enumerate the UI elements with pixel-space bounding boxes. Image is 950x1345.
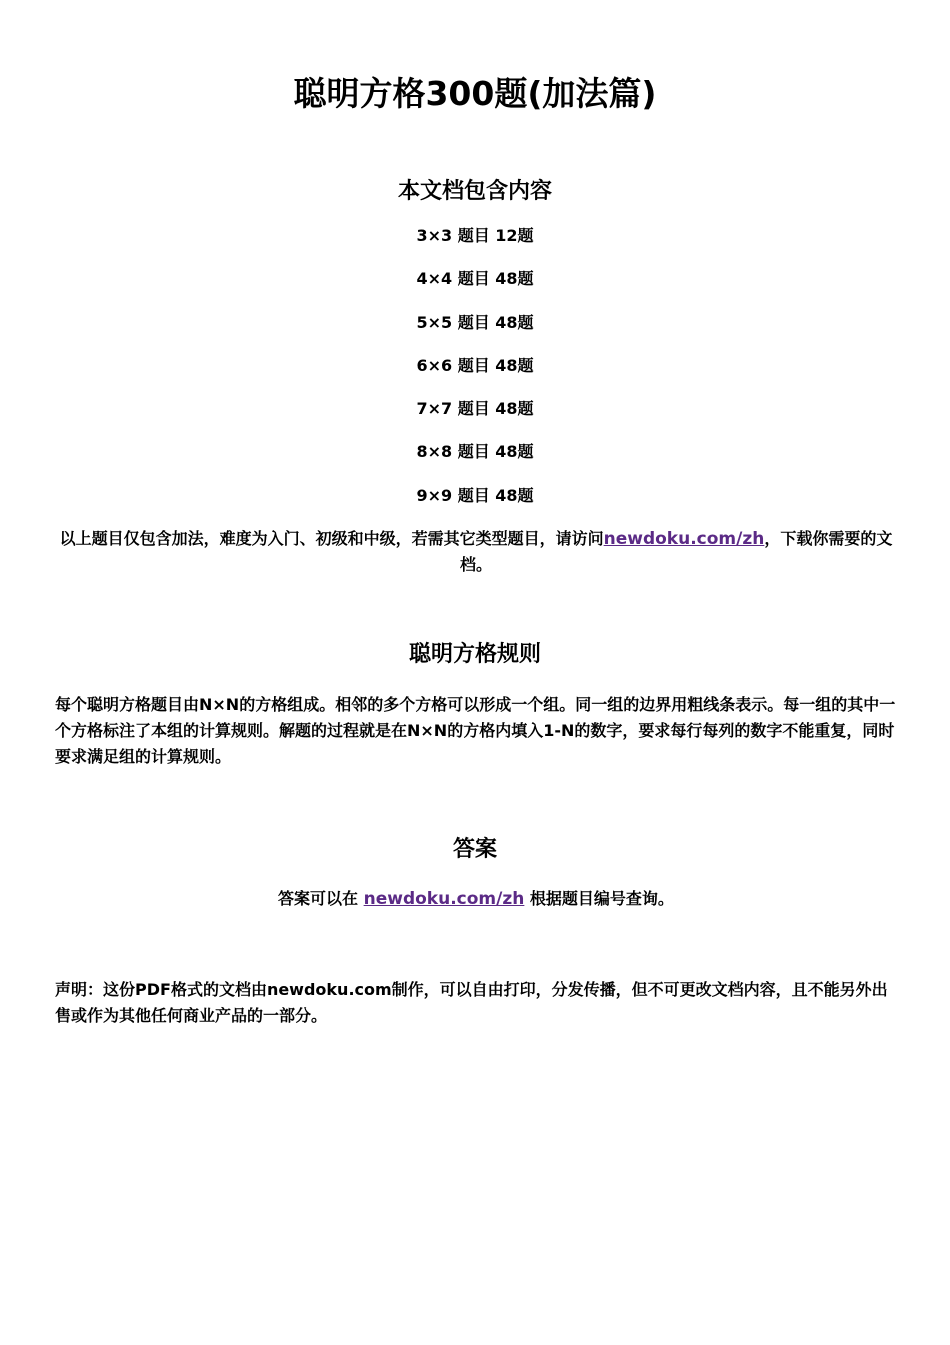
contents-item: 3×3 题目 12题	[416, 226, 534, 245]
answers-heading: 答案	[452, 837, 497, 862]
rules-heading: 聪明方格规则	[408, 642, 541, 667]
answers-text-after: 根据题目编号查询。	[524, 889, 674, 908]
contents-item: 5×5 题目 48题	[416, 312, 534, 332]
document-title: 聪明方格300题(加法篇)	[293, 74, 657, 113]
answers-text	[55, 886, 897, 912]
contents-item: 7×7 题目 48题	[416, 399, 534, 419]
contents-note-text: 以上题目仅包含加法，难度为入门、初级和中级，若需其它类型题目，请访问	[59, 529, 604, 548]
answers-link[interactable]: newdoku.com/zh	[363, 889, 525, 909]
answers-text-before: 答案可以在	[278, 889, 364, 908]
contents-item: 9×9 题目 48题	[416, 485, 534, 505]
contents-heading: 本文档包含内容	[397, 179, 552, 204]
contents-item: 6×6 题目 48题	[416, 355, 534, 375]
contents-note-tail: ，下载你需要的文档。	[459, 529, 893, 574]
contents-item: 8×8 题目 48题	[416, 442, 534, 462]
disclaimer-text: 声明：这份PDF格式的文档由newdoku.com制作，可以自由打印，分发传播，但不可更改文档内容，且不能另外出售或作为其他任何商业产品的一部分。	[55, 980, 888, 1025]
newdoku-link[interactable]: newdoku.com/zh	[603, 529, 765, 549]
contents-note	[55, 526, 897, 578]
rules-text: 每个聪明方格题目由N×N的方格组成。相邻的多个方格可以形成一个组。同一组的边界用粗线条表示。每一组的其中一个方格标注了本组的计算规则。解题的过程就是在N×N的方格内填入1-N的数字，要求每行每列的数字不能重复，同时要求满足组的计算规则。	[55, 695, 896, 766]
contents-list	[0, 224, 950, 527]
contents-item: 4×4 题目 48题	[416, 269, 534, 289]
